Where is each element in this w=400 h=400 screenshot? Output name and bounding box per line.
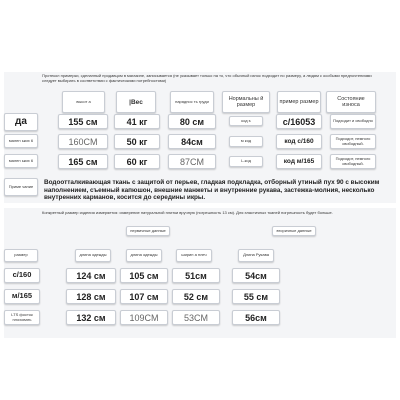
fitting-note: Протекол примерки, сделанный продавцом в магазине, записывается (не указывает только на то, что обычный износ подходит по размеру, а людям с особыми предпочтениями следует выбирать в соответствии с фактическими потребностями): [42, 73, 372, 83]
header-height: высот а: [62, 91, 105, 113]
row-label: мален ьких 6: [4, 154, 38, 168]
header-wear-state: Состояние износа: [326, 91, 376, 113]
length-value-2: 107 см: [120, 289, 168, 304]
wear-state-value: Подходит, немного свободный.: [330, 134, 376, 149]
measurement-note: Конкретный размер изделия измеряется: измерение натуральной плитки вручную (погрешность 13 см). Для эластичных тканей погрешность будет больше.: [42, 210, 333, 215]
group-primary-data: первичные данные: [126, 226, 170, 236]
height-value: 155 см: [58, 114, 108, 129]
sleeve-value: 56см: [232, 310, 280, 325]
size-label: LTS фосток плоховать: [4, 310, 40, 325]
row-label: мален ьких 6: [4, 134, 38, 148]
chest-value: 84см: [168, 134, 216, 149]
header-garment-length-2: длина одежды: [126, 249, 162, 262]
header-size: размер: [4, 249, 38, 262]
header-shoulder-width: ширин а плеч: [176, 249, 212, 262]
length-value-2: 109СМ: [120, 310, 168, 325]
size-label: м/165: [4, 289, 40, 304]
normal-size-value: L-код: [229, 156, 263, 167]
sleeve-value: 55 см: [232, 289, 280, 304]
shoulder-value: 53СМ: [172, 310, 220, 325]
header-chest: наряднос ть груди: [170, 91, 214, 113]
weight-value: 60 кг: [114, 154, 160, 169]
header-normal-size: Нормальны й размер: [222, 91, 270, 113]
chest-value: 80 см: [168, 114, 216, 129]
sample-size-value: с/16053: [276, 114, 322, 129]
shoulder-value: 52 см: [172, 289, 220, 304]
height-value: 165 см: [58, 154, 108, 169]
sample-size-value: код с/160: [276, 134, 322, 149]
weight-value: 41 кг: [114, 114, 160, 129]
wear-state-value: Подходит, немного свободный.: [330, 154, 376, 169]
length-value-2: 105 см: [120, 268, 168, 283]
row-label: да: [4, 113, 38, 131]
length-value: 128 см: [66, 289, 116, 304]
header-garment-length: длина одежды: [75, 249, 111, 262]
sample-size-value: код м/165: [276, 154, 322, 169]
header-weight: |Вес: [116, 91, 156, 113]
normal-size-value: код s: [229, 116, 263, 126]
shoulder-value: 51см: [172, 268, 220, 283]
length-value: 124 см: [66, 268, 116, 283]
group-secondary-data: вторичные данные: [272, 226, 316, 236]
length-value: 132 см: [66, 310, 116, 325]
header-sleeve-length: Длина Рукава: [238, 249, 274, 262]
sleeve-value: 54см: [232, 268, 280, 283]
weight-value: 50 кг: [114, 134, 160, 149]
normal-size-value: м код: [229, 136, 263, 147]
size-label: с/160: [4, 268, 40, 283]
chest-value: 87СМ: [168, 154, 216, 169]
remark-label: Приме чание: [4, 178, 38, 196]
height-value: 160СМ: [58, 134, 108, 149]
wear-state-value: Подходит и свободно: [330, 114, 376, 129]
header-sample-size: пример размер: [277, 91, 321, 113]
product-description: Водоотталкивающая ткань с защитой от перьев, гладкая подкладка, отборный утиный пух 90 с высоким наполнением, съемный капюшон, внешние манжеты и внутренние рукава, застежка-молния, несколько внутренних карманов, косится до середины икры.: [44, 179, 380, 202]
